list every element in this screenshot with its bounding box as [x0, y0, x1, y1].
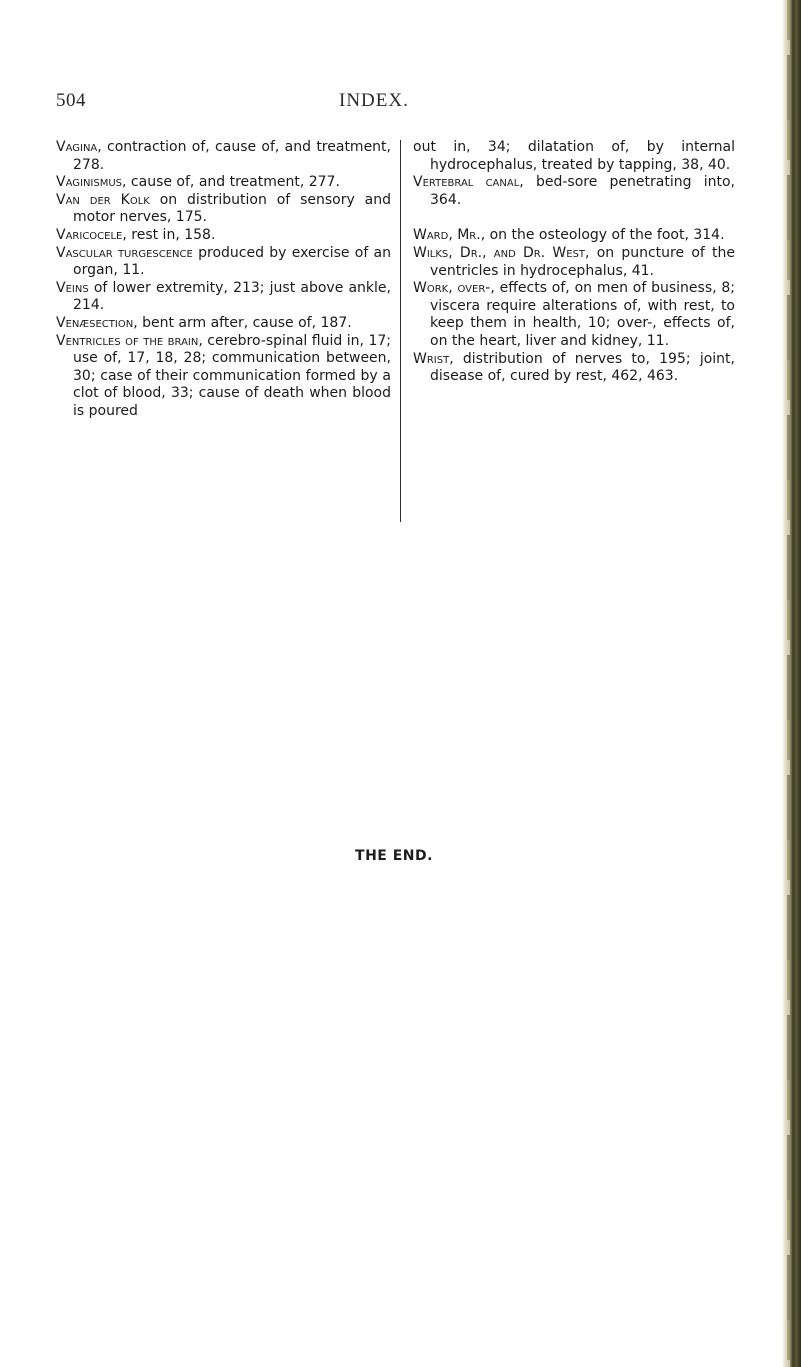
entry-text: of lower extremity, 213; just above ankle, 214.	[73, 279, 391, 314]
entry-text: , bent arm after, cause of, 187.	[133, 314, 352, 331]
column-divider	[400, 140, 401, 522]
index-entry	[413, 280, 735, 350]
entry-heading: Veins	[56, 279, 89, 296]
index-entry	[413, 245, 735, 280]
entry-text: , rest in, 158.	[122, 226, 216, 243]
page-header	[56, 90, 738, 114]
index-entry-continued	[413, 139, 735, 174]
entry-heading: Vascular turgescence	[56, 244, 193, 261]
index-entry	[56, 192, 391, 227]
entry-text: on distribution of sensory and motor nerves, 175.	[73, 191, 391, 226]
index-entry	[56, 174, 391, 192]
index-entry	[56, 139, 391, 174]
entry-heading: Wrist	[413, 350, 450, 367]
entry-text: , distribution of nerves to, 195; joint, disease of, cured by rest, 462, 463.	[430, 350, 735, 385]
index-entry	[413, 227, 735, 245]
entry-heading: Venæsection	[56, 314, 134, 331]
scanned-page-edge	[783, 0, 801, 1367]
entry-text: , cause of, and treatment, 277.	[122, 174, 340, 191]
entry-text: , bed-sore penetrating into, 364.	[430, 174, 735, 208]
entry-heading: Ward, Mr.	[413, 227, 481, 244]
entry-text: , effects of, on men of business, 8; viscera require alterations of, with rest, to keep them in health, 10; over-, effects of, on the heart, liver and kidney, 11.	[430, 280, 736, 349]
entry-text: out in, 34; dilatation of, by internal hydrocephalus, treated by tapping, 38, 40.	[413, 139, 735, 173]
entry-heading: Vagina	[56, 139, 98, 155]
entry-heading: Varicocele	[56, 226, 123, 243]
the-end-label: THE END.	[355, 848, 433, 864]
entry-heading: Wilks, Dr., and Dr. West	[413, 244, 586, 261]
page-number: 504	[56, 90, 86, 111]
entry-heading: Ventricles of the brain	[56, 332, 199, 349]
index-entry	[56, 245, 391, 280]
index-entry	[413, 351, 735, 386]
entry-text: , cerebro-spinal fluid in, 17; use of, 17, 18, 28; communication between, 30; case of their communication formed by a clot of blood, 33; cause of death when blood is poured	[73, 332, 391, 419]
index-entry	[56, 333, 391, 421]
entry-text: produced by exercise of an organ, 11.	[73, 244, 391, 279]
index-column-left	[56, 139, 391, 421]
entry-text: , contraction of, cause of, and treatment, 278.	[73, 139, 391, 173]
running-head-title: INDEX.	[339, 90, 409, 111]
entry-heading: Work, over-	[413, 280, 491, 297]
entry-heading: Vertebral canal	[413, 174, 520, 191]
index-entry	[413, 174, 735, 209]
entry-text: , on the osteology of the foot, 314.	[480, 227, 725, 244]
index-entry	[56, 280, 391, 315]
entry-heading: Vaginismus	[56, 174, 123, 191]
entry-text: , on puncture of the ventricles in hydrocephalus, 41.	[430, 244, 735, 279]
index-entry	[56, 315, 391, 333]
entry-heading: Van der Kolk	[56, 191, 150, 208]
index-entry	[56, 227, 391, 245]
index-column-right	[413, 139, 735, 386]
